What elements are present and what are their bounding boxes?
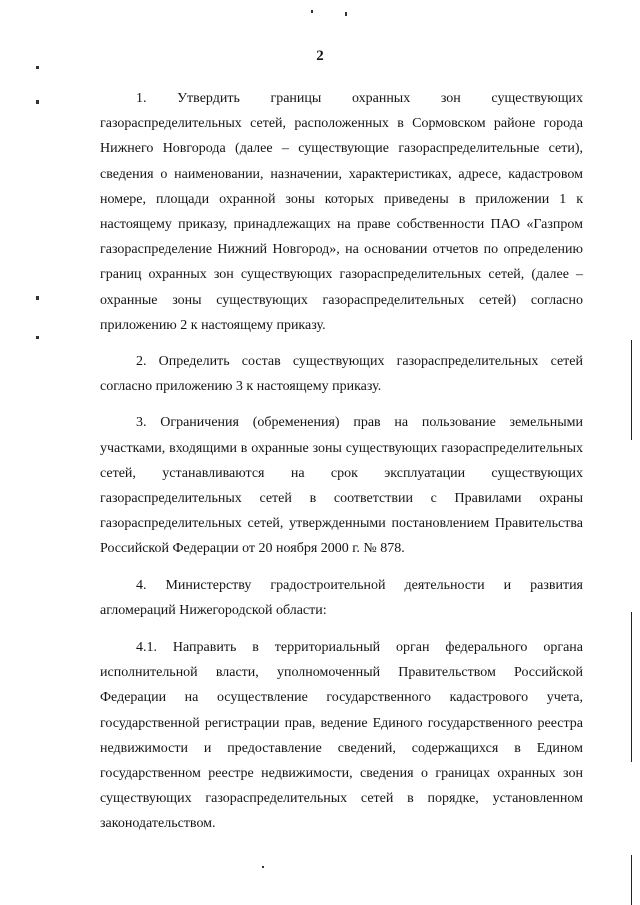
scan-speck bbox=[36, 66, 39, 69]
scan-speck bbox=[345, 12, 347, 16]
document-body bbox=[100, 86, 583, 848]
scan-speck bbox=[36, 336, 39, 339]
paragraph-2: 2. Определить состав существующих газораспределительных сетей согласно приложению 3 к настоящему приказу. bbox=[100, 354, 583, 395]
scan-edge-line bbox=[631, 340, 632, 440]
paragraph-4-1: 4.1. Направить в территориальный орган федерального органа исполнительной власти, уполномоченный Правительством Российской Федерации на осуществление государственного кадастрового учета, государственной регистрации прав, ведение Единого государственного реестра недвижимости и предоставление сведений, содержащихся в Едином государственном реестре недвижимости, сведения о границах охранных зон существующих газораспределительных сетей в порядке, установленном законодательством. bbox=[100, 640, 583, 832]
paragraph-1: 1. Утвердить границы охранных зон существующих газораспределительных сетей, расположенных в Сормовском районе города Нижнего Новгорода (далее – существующие газораспределительные сети), сведения о наименовании, назначении, характеристиках, адресе, кадастровом номере, площади охранной зоны которых приведены в приложении 1 к настоящему приказу, принадлежащих на праве собственности ПАО «Газпром газораспределение Нижний Новгород», на основании отчетов по определению границ охранных зон существующих газораспределительных сетей, (далее – охранные зоны существующих газораспределительных сетей) согласно приложению 2 к настоящему приказу. bbox=[100, 91, 583, 333]
paragraph-3: 3. Ограничения (обременения) прав на пользование земельными участками, входящими в охранные зоны существующих газораспределительных сетей, устанавливаются на срок эксплуатации существующих газораспределительных сетей в соответствии с Правилами охраны газораспределительных сетей, утвержденными постановлением Правительства Российской Федерации от 20 ноября 2000 г. № 878. bbox=[100, 415, 583, 557]
scan-edge-line bbox=[631, 612, 632, 762]
page-number: 2 bbox=[316, 48, 324, 64]
scan-speck bbox=[36, 296, 39, 300]
paragraph-4: 4. Министерству градостроительной деятельности и развития агломераций Нижегородской области: bbox=[100, 577, 583, 618]
scan-edge-line bbox=[631, 855, 632, 905]
scan-speck bbox=[311, 10, 313, 13]
scan-speck bbox=[262, 866, 264, 868]
scan-speck bbox=[36, 100, 39, 104]
